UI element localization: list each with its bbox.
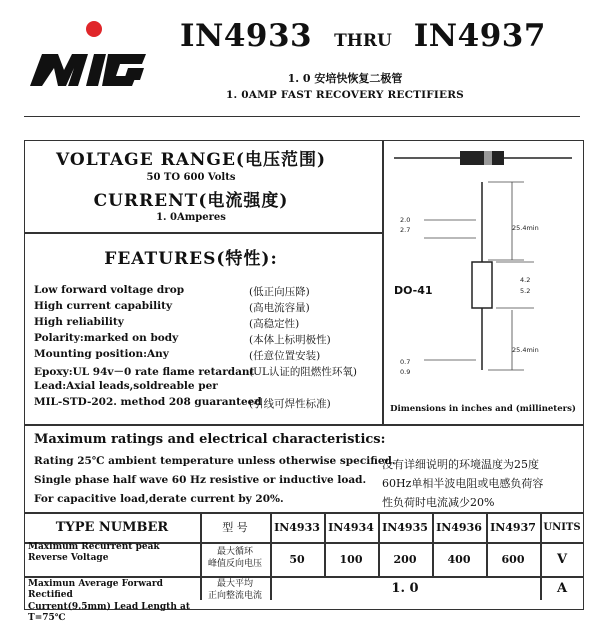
row-cn-line: 最大平均 (217, 579, 253, 591)
header-part: IN4937 (486, 512, 540, 542)
feature-item (34, 332, 364, 348)
subtitle-cn: 1. 0 安培快恢复二极管 (180, 70, 510, 86)
rating-condition: For capacitive load,derate current by 20%. (34, 493, 284, 505)
thru-label: THRU (334, 31, 392, 51)
ratings-title: Maximum ratings and electrical characteristics: (34, 432, 385, 447)
feature-en: Epoxy:UL 94v－0 rate flame retardant (34, 364, 254, 379)
feature-en: Polarity:marked on body (34, 332, 178, 344)
header-units: UNITS (540, 512, 584, 542)
dim-wire-dia-bottom: 0.9 (400, 368, 410, 376)
feature-item (34, 380, 364, 396)
feature-cn: (任意位置安装) (249, 348, 320, 363)
feature-en: Low forward voltage drop (34, 284, 184, 296)
feature-item (34, 396, 364, 412)
table-unit: V (540, 542, 584, 576)
table-cell: 50 (270, 542, 324, 576)
rating-condition: Single phase half wave 60 Hz resistive or inductive load. (34, 474, 366, 486)
dim-body-length-bottom: 5.2 (520, 287, 530, 295)
feature-item (34, 284, 364, 300)
row-vrrm-name (24, 542, 200, 576)
table-cell: 600 (486, 542, 540, 576)
section-divider (24, 424, 584, 426)
table-cell: 200 (378, 542, 432, 576)
feature-en: High reliability (34, 316, 124, 328)
row-cn-line: 正向整流电流 (208, 591, 262, 603)
row-name-line: Current(9.5mm) Lead Length at T=75℃ (28, 602, 200, 624)
header-type-number: TYPE NUMBER (24, 512, 200, 542)
table-cell: 400 (432, 542, 486, 576)
row-io-cn (200, 576, 270, 600)
feature-item (34, 364, 364, 380)
mic-logo (28, 18, 148, 96)
row-vrrm-cn (200, 542, 270, 576)
row-io-name (24, 576, 200, 600)
package-label: DO-41 (394, 284, 433, 297)
row-cn-line: 峰值反向电压 (208, 559, 262, 571)
feature-item (34, 300, 364, 316)
dim-wire-dia-top: 0.7 (400, 358, 410, 366)
row-cn-line: 最大循环 (217, 547, 253, 559)
table-unit: A (540, 576, 584, 600)
rating-condition-cn: 性负荷时电流减少20% (382, 494, 494, 510)
header-part: IN4936 (432, 512, 486, 542)
row-name-line: Maximun Average Forward Rectified (28, 579, 200, 602)
feature-cn: (UL认证的阻燃性环氧) (249, 364, 357, 379)
feature-en: Mounting position:Any (34, 348, 169, 360)
feature-item (34, 316, 364, 332)
dimensions-caption: Dimensions in inches and (millineters) (386, 404, 580, 414)
feature-cn: (本体上标明极性) (249, 332, 331, 347)
header-part: IN4935 (378, 512, 432, 542)
rating-condition: Rating 25℃ ambient temperature unless otherwise specified. (34, 455, 396, 467)
voltage-range-label: VOLTAGE RANGE(电压范围) (26, 145, 356, 170)
do41-package-diagram (384, 142, 580, 400)
header-model-cn: 型 号 (200, 512, 270, 542)
feature-en: High current capability (34, 300, 172, 312)
dim-lead-dia-top: 2.0 (400, 216, 410, 224)
current-value: 1. 0Amperes (26, 212, 356, 223)
table-cell-merged: 1. 0 (270, 576, 540, 600)
specs-divider (24, 232, 382, 234)
subtitle-en: 1. 0AMP FAST RECOVERY RECTIFIERS (180, 89, 510, 101)
feature-cn: (高电流容量) (249, 300, 310, 315)
dim-lead-dia-bottom: 2.7 (400, 226, 410, 234)
features-title: FEATURES(特性): (26, 244, 356, 269)
current-label: CURRENT(电流强度) (26, 186, 356, 211)
feature-cn: (引线可焊性标准) (249, 396, 331, 411)
page-title (180, 18, 590, 62)
ratings-table (24, 512, 584, 600)
header-part: IN4933 (270, 512, 324, 542)
rating-condition-cn: 没有详细说明的环境温度为25度 (382, 456, 539, 472)
feature-en: Lead:Axial leads,soldreable per (34, 380, 218, 392)
dim-lead-length-top: 25.4min (512, 224, 539, 232)
row-name-line: Maximum Recurrent peak (28, 542, 160, 553)
voltage-range-value: 50 TO 600 Volts (26, 172, 356, 183)
dim-body-length-top: 4.2 (520, 276, 530, 284)
part-to: IN4937 (414, 18, 546, 54)
row-name-line: Reverse Voltage (28, 553, 108, 564)
feature-cn: (低正向压降) (249, 284, 310, 299)
feature-cn: (高稳定性) (249, 316, 299, 331)
header-part: IN4934 (324, 512, 378, 542)
feature-en: MIL-STD-202. method 208 guaranteed (34, 396, 262, 408)
part-from: IN4933 (180, 18, 312, 54)
table-cell: 100 (324, 542, 378, 576)
dim-lead-length-bottom: 25.4min (512, 346, 539, 354)
header-divider (24, 116, 580, 117)
feature-item (34, 348, 364, 364)
rating-condition-cn: 60Hz单相半波电阻或电感负荷容 (382, 475, 543, 491)
